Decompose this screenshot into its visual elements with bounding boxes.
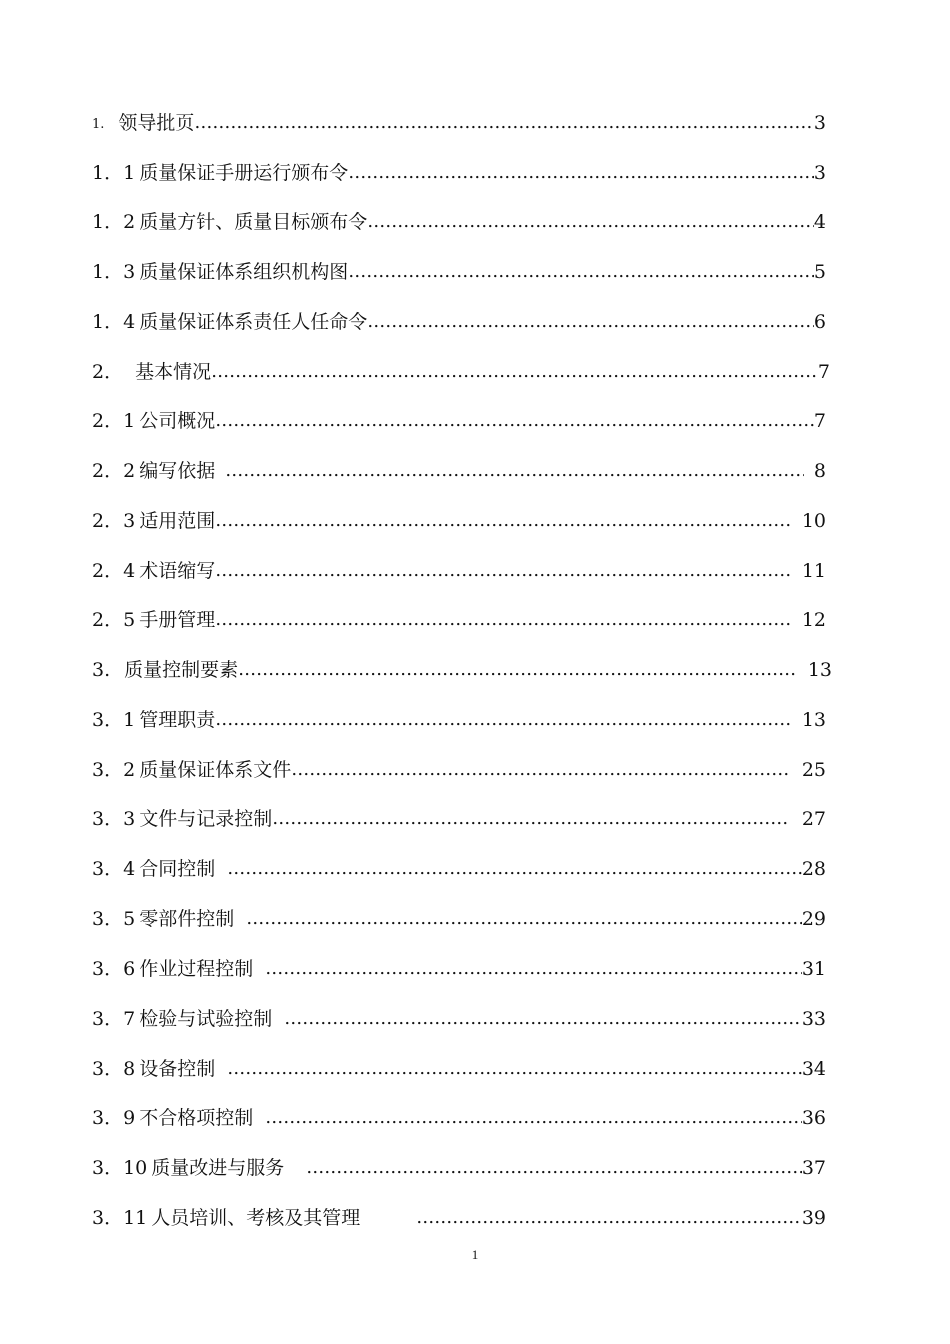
toc-entry-page: 8	[813, 460, 826, 482]
toc-entry-page: 34	[801, 1058, 826, 1080]
toc-entry-title: 质量控制要素	[124, 659, 239, 681]
toc-leader-dots	[265, 1103, 802, 1133]
toc-entry-page: 10	[801, 510, 826, 532]
toc-entry-page: 12	[801, 609, 826, 631]
toc-entry-title: 合同控制	[139, 858, 216, 880]
toc-entry-number: 2．2	[92, 460, 136, 482]
toc-entry-title: 质量方针、质量目标颁布令	[139, 211, 368, 233]
toc-entry-title: 作业过程控制	[139, 958, 254, 980]
toc-entry-number: 3．1	[92, 709, 136, 731]
toc-entry[interactable]	[92, 556, 826, 586]
toc-entry[interactable]	[92, 804, 826, 834]
toc-entry-page: 33	[801, 1008, 826, 1030]
toc-entry-title: 零部件控制	[139, 908, 235, 930]
toc-entry[interactable]	[92, 257, 826, 287]
toc-entry-title: 适用范围	[139, 510, 216, 532]
toc-entry-title: 手册管理	[139, 609, 216, 631]
toc-leader-dots	[215, 556, 790, 586]
toc-leader-dots	[272, 804, 790, 834]
toc-entry-title: 质量保证体系文件	[139, 759, 292, 781]
toc-entry-title: 质量改进与服务	[151, 1157, 285, 1179]
toc-entry-title: 管理职责	[139, 709, 216, 731]
toc-entry-page: 3	[813, 112, 826, 134]
toc-entry-number: 2．5	[92, 609, 136, 631]
toc-entry-number: 3．10	[92, 1157, 148, 1179]
toc-leader-dots	[225, 456, 804, 486]
toc-entry-number: 3．7	[92, 1008, 136, 1030]
toc-entry-page: 4	[813, 211, 826, 233]
toc-entry-number: 3．4	[92, 858, 136, 880]
toc-entry-title: 设备控制	[139, 1058, 216, 1080]
toc-entry[interactable]	[92, 108, 826, 138]
toc-entry-page: 6	[813, 311, 826, 333]
toc-entry-number: 3．6	[92, 958, 136, 980]
toc-leader-dots	[211, 357, 818, 387]
toc-entry-page: 31	[801, 958, 826, 980]
toc-entry-number: 1．3	[92, 261, 136, 283]
toc-entry-title: 人员培训、考核及其管理	[151, 1207, 361, 1229]
toc-entry-page: 27	[801, 808, 826, 830]
toc-leader-dots	[215, 605, 790, 635]
toc-entry-number: 3.	[92, 659, 111, 681]
toc-entry-page: 13	[801, 709, 826, 731]
toc-entry-number: 1．4	[92, 311, 136, 333]
toc-entry[interactable]	[92, 456, 826, 486]
toc-entry-title: 文件与记录控制	[139, 808, 273, 830]
toc-entry[interactable]	[92, 307, 826, 337]
toc-entry[interactable]	[92, 207, 826, 237]
toc-leader-dots	[227, 854, 802, 884]
toc-entry[interactable]	[92, 1153, 826, 1183]
toc-leader-dots	[348, 257, 814, 287]
toc-entry-title: 质量保证体系责任人任命令	[139, 311, 368, 333]
toc-entry-page: 5	[813, 261, 826, 283]
toc-entry[interactable]	[92, 904, 826, 934]
toc-entry-title: 不合格项控制	[139, 1107, 254, 1129]
toc-entry-title: 质量保证体系组织机构图	[139, 261, 349, 283]
toc-leader-dots	[265, 954, 802, 984]
toc-entry[interactable]	[92, 854, 826, 884]
toc-entry-page: 37	[801, 1157, 826, 1179]
toc-leader-dots	[215, 406, 814, 436]
toc-leader-dots	[246, 904, 802, 934]
toc-entry-number: 2．1	[92, 410, 136, 432]
toc-leader-dots	[238, 655, 796, 685]
toc-leader-dots	[284, 1004, 802, 1034]
toc-entry[interactable]	[92, 755, 826, 785]
toc-entry[interactable]	[92, 406, 826, 436]
toc-entry[interactable]	[92, 158, 826, 188]
toc-entry-number: 3．11	[92, 1207, 148, 1229]
toc-leader-dots	[306, 1153, 802, 1183]
toc-entry[interactable]	[92, 954, 826, 984]
toc-entry-page: 36	[801, 1107, 826, 1129]
toc-entry-page: 7	[813, 410, 826, 432]
toc-entry-title: 编写依据	[139, 460, 216, 482]
toc-leader-dots	[227, 1054, 802, 1084]
toc-leader-dots	[194, 108, 813, 138]
toc-entry-number: 1．1	[92, 162, 136, 184]
toc-entry-title: 基本情况	[135, 361, 212, 383]
toc-leader-dots	[416, 1203, 802, 1233]
toc-entry[interactable]	[92, 1054, 826, 1084]
toc-leader-dots	[348, 158, 814, 188]
toc-entry-title: 公司概况	[139, 410, 216, 432]
toc-entry-number: 3．3	[92, 808, 136, 830]
toc-entry[interactable]	[92, 1004, 826, 1034]
toc-entry-number: 3．5	[92, 908, 136, 930]
toc-leader-dots	[367, 207, 814, 237]
toc-entry-number: 3．2	[92, 759, 136, 781]
toc-entry-number: 3．8	[92, 1058, 136, 1080]
toc-entry-number: 1.	[92, 117, 105, 132]
toc-entry-number: 2．4	[92, 560, 136, 582]
toc-entry-page: 39	[801, 1207, 826, 1229]
toc-entry[interactable]	[92, 1203, 826, 1233]
toc-leader-dots	[215, 506, 790, 536]
toc-entry-title: 术语缩写	[139, 560, 216, 582]
page-number: 1	[471, 1247, 479, 1262]
toc-entry[interactable]	[92, 1103, 826, 1133]
toc-entry-page: 11	[801, 560, 826, 582]
toc-entry-number: 2．	[92, 361, 124, 383]
toc-entry-title: 领导批页	[118, 112, 195, 134]
toc-entry-number: 2．3	[92, 510, 136, 532]
toc-entry[interactable]	[92, 506, 826, 536]
toc-entry-page: 28	[801, 858, 826, 880]
toc-entry-title: 质量保证手册运行颁布令	[139, 162, 349, 184]
toc-entry[interactable]	[92, 357, 830, 387]
toc-entry-page: 3	[813, 162, 826, 184]
toc-entry[interactable]	[92, 705, 826, 735]
toc-entry[interactable]	[92, 655, 832, 685]
toc-entry-page: 29	[801, 908, 826, 930]
toc-leader-dots	[291, 755, 790, 785]
toc-leader-dots	[367, 307, 814, 337]
toc-entry[interactable]	[92, 605, 826, 635]
toc-leader-dots	[215, 705, 790, 735]
toc-entry-number: 3．9	[92, 1107, 136, 1129]
toc-entry-page: 7	[817, 361, 830, 383]
toc-entry-page: 13	[807, 659, 832, 681]
toc-entry-title: 检验与试验控制	[139, 1008, 273, 1030]
toc-entry-number: 1．2	[92, 211, 136, 233]
toc-entry-page: 25	[801, 759, 826, 781]
